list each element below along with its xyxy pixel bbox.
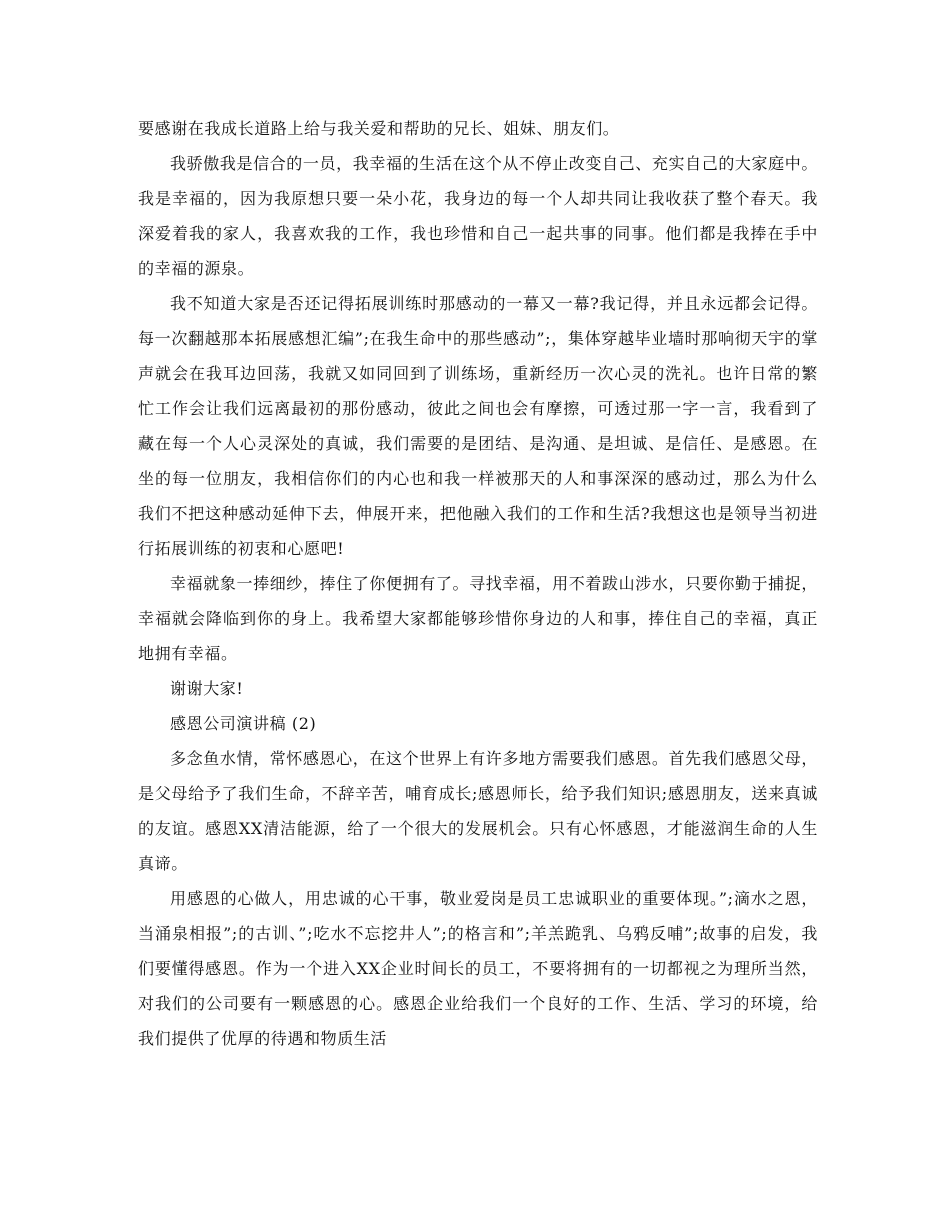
paragraph-2: 我骄傲我是信合的一员，我幸福的生活在这个从不停止改变自己、充实自己的大家庭中。我是幸福的，因为我原想只要一朵小花，我身边的每一个人却共同让我收获了整个春天。我深爱着我的家人，我喜欢我的工作，我也珍惜和自己一起共事的同事。他们都是我捧在手中的幸福的源泉。 <box>138 154 818 278</box>
paragraph-5: 多念鱼水情，常怀感恩心，在这个世界上有许多地方需要我们感恩。首先我们感恩父母，是父母给予了我们生命，不辞辛苦，哺育成长;感恩师长，给予我们知识;感恩朋友，送来真诚的友谊。感恩XX清洁能源，给了一个很大的发展机会。只有心怀感恩，才能滋润生命的人生真谛。 <box>138 749 818 873</box>
paragraph-4: 幸福就象一捧细纱，捧住了你便拥有了。寻找幸福，用不着跋山涉水，只要你勤于捕捉，幸福就会降临到你的身上。我希望大家都能够珍惜你身边的人和事，捧住自己的幸福，真正地拥有幸福。 <box>138 574 818 663</box>
document-body <box>138 111 818 1056</box>
section-heading: 感恩公司演讲稿 (2) <box>170 714 317 733</box>
paragraph-1: 要感谢在我成长道路上给与我关爱和帮助的兄长、姐妹、朋友们。 <box>138 119 620 138</box>
closing-thanks: 谢谢大家! <box>170 679 244 698</box>
paragraph-6: 用感恩的心做人，用忠诚的心干事，敬业爱岗是员工忠诚职业的重要体现。”;滴水之恩，当涌泉相报”;的古训、”;吃水不忘挖井人”;的格言和”;羊羔跪乳、乌鸦反哺”;故事的启发，我们要懂得感恩。作为一个进入XX企业时间长的员工，不要将拥有的一切都视之为理所当然，对我们的公司要有一颗感恩的心。感恩企业给我们一个良好的工作、生活、学习的环境，给我们提供了优厚的待遇和物质生活 <box>138 889 818 1048</box>
paragraph-3: 我不知道大家是否还记得拓展训练时那感动的一幕又一幕?我记得，并且永远都会记得。每一次翻越那本拓展感想汇编”;在我生命中的那些感动”;，集体穿越毕业墙时那响彻天宇的掌声就会在我耳边回荡，我就又如同回到了训练场，重新经历一次心灵的洗礼。也许日常的繁忙工作会让我们远离最初的那份感动，彼此之间也会有摩擦，可透过那一字一言，我看到了藏在每一个人心灵深处的真诚，我们需要的是团结、是沟通、是坦诚、是信任、是感恩。在坐的每一位朋友，我相信你们的内心也和我一样被那天的人和事深深的感动过，那么为什么我们不把这种感动延伸下去，伸展开来，把他融入我们的工作和生活?我想这也是领导当初进行拓展训练的初衷和心愿吧! <box>138 294 818 558</box>
